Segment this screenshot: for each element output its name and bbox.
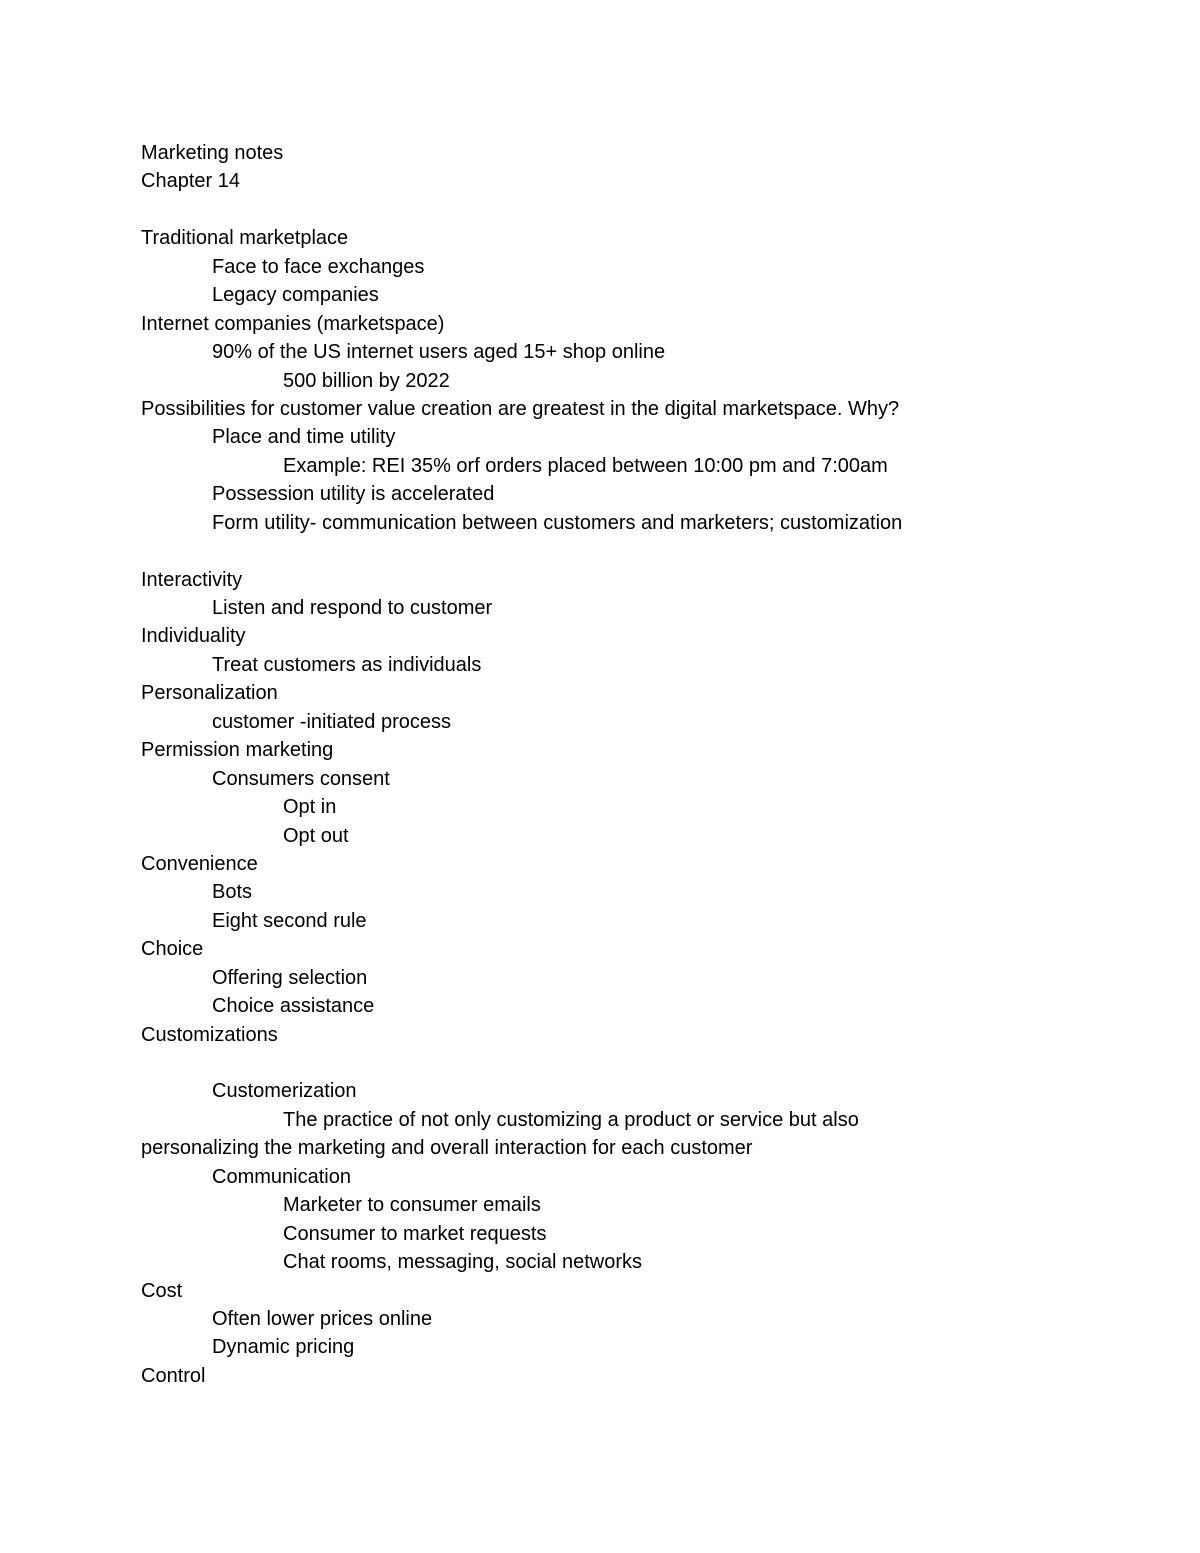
note-line: Example: REI 35% orf orders placed between 10:00 pm and 7:00am <box>283 454 888 477</box>
note-line: Personalization <box>141 682 278 705</box>
note-line: Possession utility is accelerated <box>212 483 495 506</box>
note-line: Face to face exchanges <box>212 255 425 278</box>
note-line: Chapter 14 <box>141 170 240 193</box>
note-line: Form utility- communication between customers and marketers; customization <box>212 511 903 534</box>
note-line: 500 billion by 2022 <box>283 369 450 392</box>
note-line: 90% of the US internet users aged 15+ shop online <box>212 341 666 364</box>
note-line: Cost <box>141 1279 183 1302</box>
note-line: Customizations <box>141 1023 278 1046</box>
note-line: Internet companies (marketspace) <box>141 312 445 335</box>
note-line: Legacy companies <box>212 284 379 307</box>
note-line: Control <box>141 1364 206 1387</box>
note-line: Convenience <box>141 852 258 875</box>
note-line: Marketing notes <box>141 142 284 164</box>
note-line: Offering selection <box>212 966 368 989</box>
note-line: Marketer to consumer emails <box>283 1194 541 1217</box>
note-line: Traditional marketplace <box>141 227 349 250</box>
note-line: Interactivity <box>141 568 243 591</box>
note-line: Possibilities for customer value creation are greatest in the digital marketspace. Why? <box>141 397 900 420</box>
note-line: Communication <box>212 1165 351 1188</box>
note-line: Listen and respond to customer <box>212 597 493 619</box>
note-line: Individuality <box>141 625 246 648</box>
note-line: Dynamic pricing <box>212 1336 355 1359</box>
note-line: Place and time utility <box>212 426 396 449</box>
note-line: Permission marketing <box>141 739 334 762</box>
note-line: Often lower prices online <box>212 1307 433 1330</box>
note-line: Bots <box>212 881 253 904</box>
note-line: Opt out <box>283 824 349 847</box>
note-line: Consumer to market requests <box>283 1222 547 1245</box>
blank-line <box>141 537 1141 565</box>
note-line: customer -initiated process <box>212 710 451 733</box>
note-line: Choice assistance <box>212 995 375 1018</box>
note-line: Customerization <box>212 1080 357 1103</box>
note-line: Opt in <box>283 796 337 819</box>
note-line: Chat rooms, messaging, social networks <box>283 1251 643 1274</box>
note-line: Choice <box>141 938 204 961</box>
note-line: Consumers consent <box>212 767 390 790</box>
note-line: personalizing the marketing and overall interaction for each customer <box>141 1137 753 1160</box>
note-line: Eight second rule <box>212 909 367 932</box>
blank-line <box>141 196 1141 224</box>
note-line: The practice of not only customizing a product or service but also <box>283 1108 859 1131</box>
note-line: Treat customers as individuals <box>212 653 482 676</box>
blank-line <box>141 1049 1141 1077</box>
notes-body <box>141 139 1141 1390</box>
